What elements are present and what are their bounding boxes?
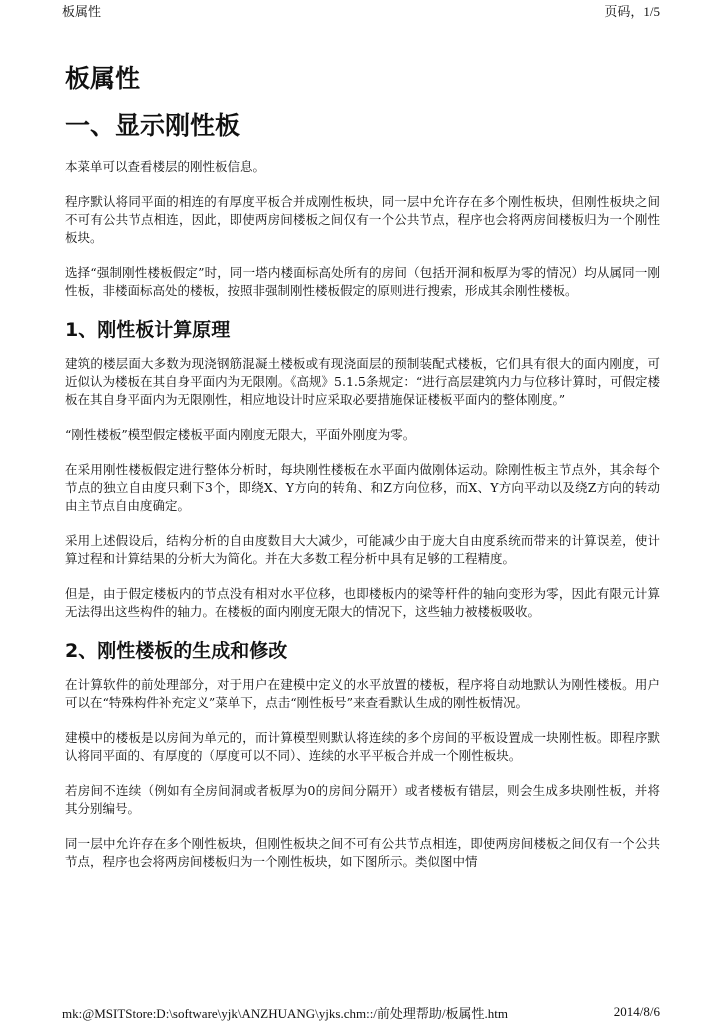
subsection-heading-principle: 1、刚性板计算原理 — [65, 319, 231, 341]
intro-paragraph: 程序默认将同平面的相连的有厚度平板合并成刚性板块，同一层中允许存在多个刚性板块，但刚性板块之间不可有公共节点相连，因此，即使两房间楼板之间仅有一个公共节点，程序也会将两房间楼板归为一个刚性板块。 — [65, 194, 660, 245]
principle-paragraph: 在采用刚性楼板假定进行整体分析时，每块刚性楼板在水平面内做刚体运动。除刚性板主节点外，其余每个节点的独立自由度只剩下3个，即绕X、Y方向的转角、和Z方向位移，而X、Y方向平动以及绕Z方向的转动由主节点自由度确定。 — [65, 462, 660, 513]
document-body — [65, 62, 660, 888]
header-page-number: 页码，1/5 — [604, 3, 660, 19]
principle-paragraph: 建筑的楼层面大多数为现浇钢筋混凝土楼板或有现浇面层的预制装配式楼板，它们具有很大的面内刚度，可近似认为楼板在其自身平面内为无限刚。《高规》5.1.5条规定：“进行高层建筑内力与位移计算时，可假定楼板在其自身平面内为无限刚性，相应地设计时应采取必要措施保证楼板平面内的整体刚度。” — [65, 356, 660, 407]
page-header — [62, 0, 660, 20]
page-footer — [62, 1002, 660, 1022]
generation-paragraph: 建模中的楼板是以房间为单元的，而计算模型则默认将连续的多个房间的平板设置成一块刚性板。即程序默认将同平面的、有厚度的（厚度可以不同）、连续的水平平板合并成一个刚性板块。 — [65, 730, 660, 763]
header-doc-title: 板属性 — [62, 3, 102, 19]
page-title: 板属性 — [65, 64, 141, 93]
principle-paragraph: “刚性楼板”模型假定楼板平面内刚度无限大，平面外刚度为零。 — [65, 427, 416, 442]
generation-paragraph: 同一层中允许存在多个刚性板块，但刚性板块之间不可有公共节点相连，即使两房间楼板之间仅有一个公共节点，程序也会将两房间楼板归为一个刚性板块，如下图所示。类似图中情 — [65, 836, 660, 869]
subsection-heading-generation: 2、刚性楼板的生成和修改 — [65, 640, 288, 662]
generation-paragraph: 在计算软件的前处理部分，对于用户在建模中定义的水平放置的楼板，程序将自动地默认为刚性楼板。用户可以在“特殊构件补充定义”菜单下，点击“刚性板号”来查看默认生成的刚性板情况。 — [65, 677, 660, 710]
intro-paragraph: 选择“强制刚性楼板假定”时，同一塔内楼面标高处所有的房间（包括开洞和板厚为零的情况）均从属同一刚性板，非楼面标高处的楼板，按照非强制刚性楼板假定的原则进行搜索，形成其余刚性楼板。 — [65, 265, 660, 298]
footer-date: 2014/8/6 — [613, 1004, 660, 1019]
principle-paragraph: 采用上述假设后，结构分析的自由度数目大大减少，可能减少由于庞大自由度系统而带来的计算误差，使计算过程和计算结果的分析大为简化。并在大多数工程分析中具有足够的工程精度。 — [65, 533, 660, 566]
intro-paragraph: 本菜单可以查看楼层的刚性板信息。 — [65, 159, 266, 174]
footer-source-path: mk:@MSITStore:D:\software\yjk\ANZHUANG\yjks.chm::/前处理帮助/板属性.htm — [62, 1005, 509, 1021]
generation-paragraph: 若房间不连续（例如有全房间洞或者板厚为0的房间分隔开）或者楼板有错层，则会生成多块刚性板，并将其分别编号。 — [65, 783, 660, 816]
principle-paragraph: 但是，由于假定楼板内的节点没有相对水平位移，也即楼板内的梁等杆件的轴向变形为零，因此有限元计算无法得出这些构件的轴力。在楼板的面内刚度无限大的情况下，这些轴力被楼板吸收。 — [65, 586, 660, 619]
section-heading: 一、显示刚性板 — [65, 111, 241, 140]
